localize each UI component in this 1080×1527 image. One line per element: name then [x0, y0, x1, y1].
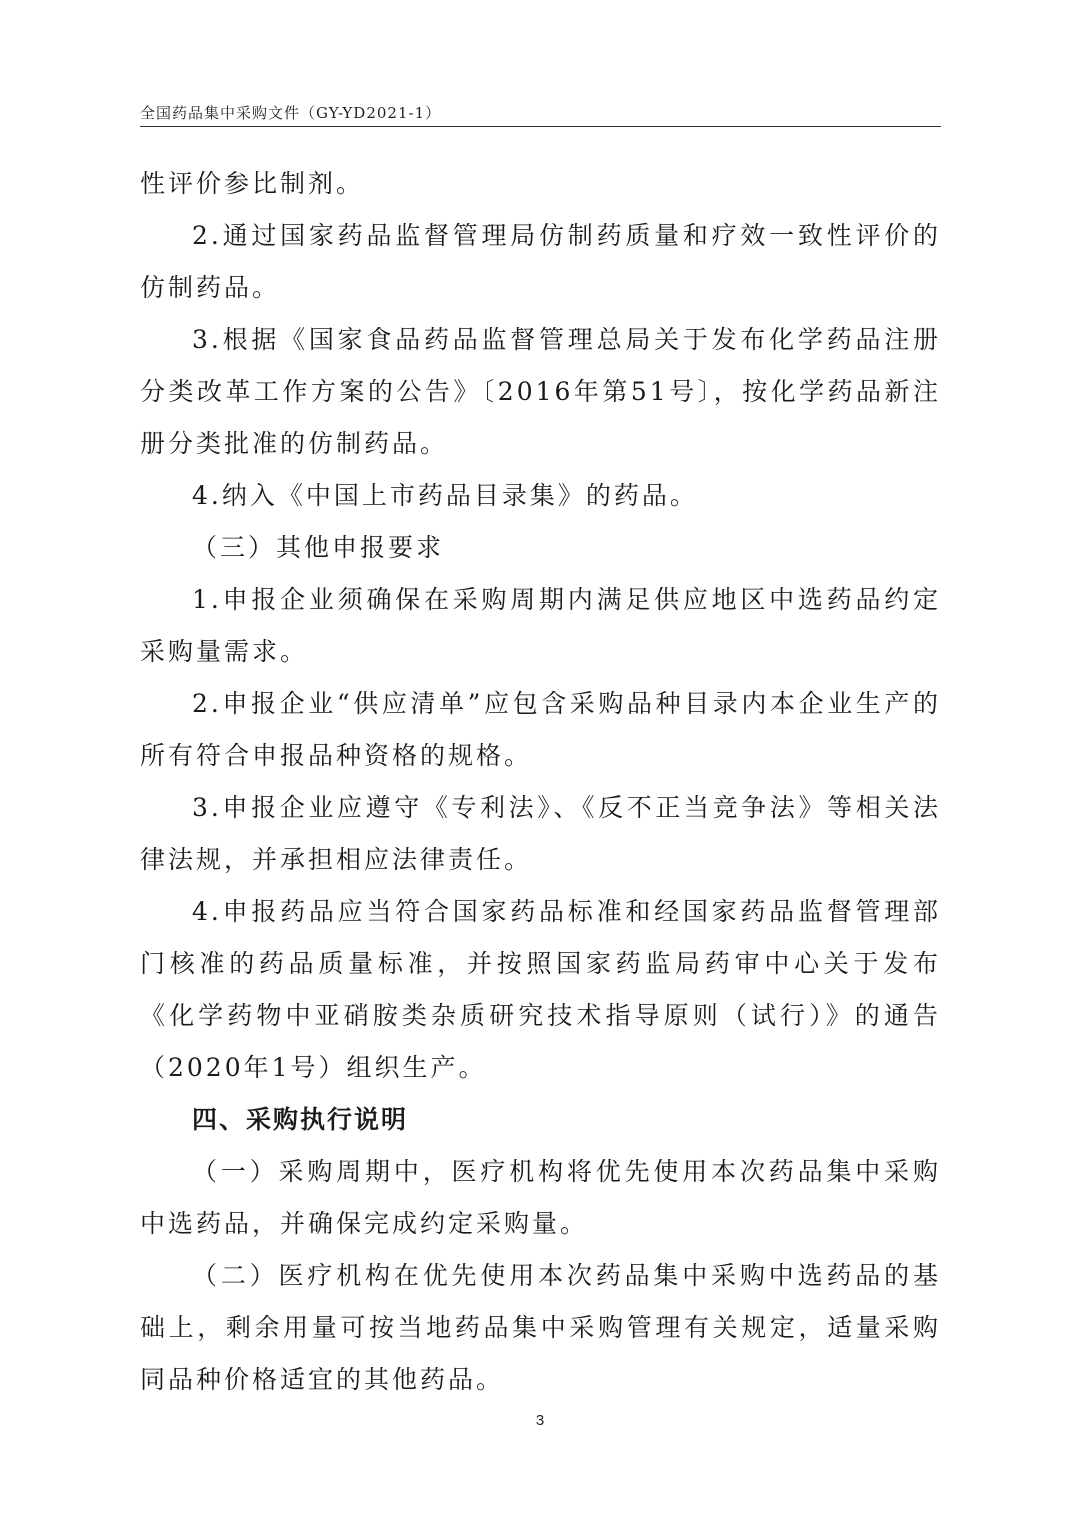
paragraph-item-3: 3.根据《国家食品药品监督管理总局关于发布化学药品注册分类改革工作方案的公告》〔2016年第51号〕，按化学药品新注册分类批准的仿制药品。	[140, 325, 941, 458]
document-body	[140, 158, 941, 1406]
paragraph-execution-2: （二）医疗机构在优先使用本次药品集中采购中选药品的基础上，剩余用量可按当地药品集中采购管理有关规定，适量采购同品种价格适宜的其他药品。	[140, 1261, 941, 1394]
page-header: 全国药品集中采购文件（GY-YD2021-1）	[140, 104, 442, 122]
paragraph-continuation: 性评价参比制剂。	[140, 169, 365, 198]
subsection-heading-other-requirements: （三）其他申报要求	[192, 533, 445, 562]
section-heading-procurement-execution: 四、采购执行说明	[192, 1105, 409, 1134]
paragraph-item-4: 4.纳入《中国上市药品目录集》的药品。	[192, 481, 698, 510]
page-number: 3	[535, 1412, 545, 1429]
paragraph-item-2: 2.通过国家药品监督管理局仿制药质量和疗效一致性评价的仿制药品。	[140, 221, 941, 302]
paragraph-requirement-4: 4.申报药品应当符合国家药品标准和经国家药品监督管理部门核准的药品质量标准，并按照国家药监局药审中心关于发布《化学药物中亚硝胺类杂质研究技术指导原则（试行）》的通告（2020年1号）组织生产。	[140, 897, 941, 1082]
paragraph-requirement-3: 3.申报企业应遵守《专利法》、《反不正当竞争法》等相关法律法规，并承担相应法律责任。	[140, 793, 941, 874]
paragraph-requirement-1: 1.申报企业须确保在采购周期内满足供应地区中选药品约定采购量需求。	[140, 585, 941, 666]
paragraph-execution-1: （一）采购周期中，医疗机构将优先使用本次药品集中采购中选药品，并确保完成约定采购量。	[140, 1157, 941, 1238]
paragraph-requirement-2: 2.申报企业“供应清单”应包含采购品种目录内本企业生产的所有符合申报品种资格的规格。	[140, 689, 941, 770]
header-rule	[140, 126, 941, 127]
